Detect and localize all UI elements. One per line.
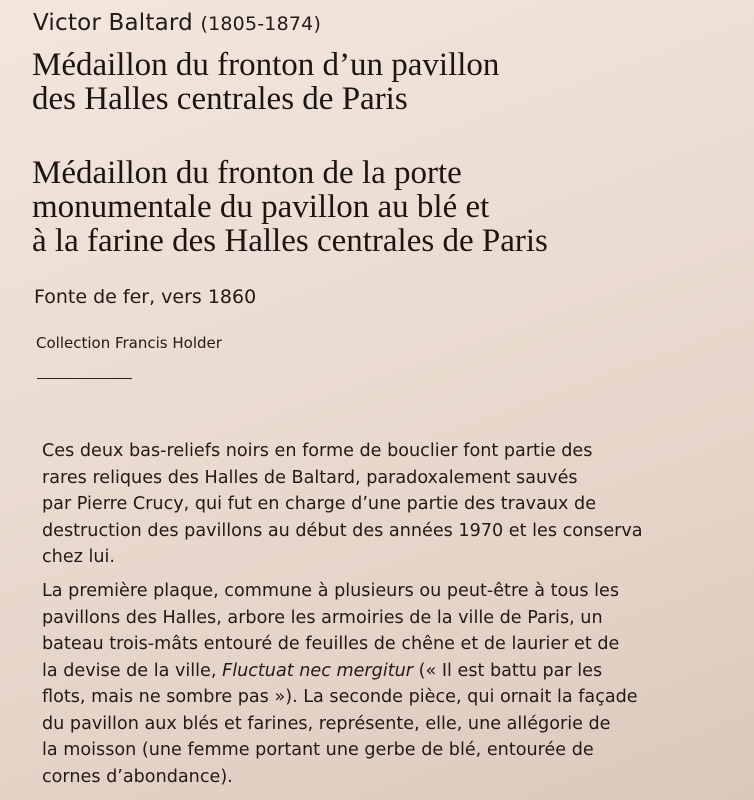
description-paragraph-1 [42,438,722,571]
title2-line: monumentale du pavillon au blé et [32,189,490,225]
title1-line: des Halles centrales de Paris [32,81,408,117]
paragraph-line: rares reliques des Halles de Baltard, paradoxalement sauvés [42,467,578,488]
paragraph-line: La première plaque, commune à plusieurs ou peut-être à tous les [42,581,620,601]
paragraph-line: Ces deux bas-reliefs noirs en forme de bouclier font partie des [42,441,593,461]
city-motto: Fluctuat nec mergitur [222,660,414,681]
paragraph-line: bateau trois-mâts entouré de feuilles de chêne et de laurier et de [42,634,620,654]
artist-dates: (1805-1874) [200,13,322,35]
paragraph-line: par Pierre Crucy, qui fut en charge d’une partie des travaux de [42,494,597,514]
artwork-title-2 [32,156,548,258]
title1-line: Médaillon du fronton d’un pavillon [32,47,500,83]
motto-prefix: la devise de la ville, [42,660,223,681]
title2-line: Médaillon du fronton de la porte [32,155,462,191]
artwork-title-1 [32,48,499,116]
paragraph-line: pavillons des Halles, arbore les armoiries de la ville de Paris, un [42,607,603,628]
title2-line: à la farine des Halles centrales de Paris [32,223,548,259]
motto-suffix: (« Il est battu par les [413,660,603,681]
divider-rule [37,378,132,379]
paragraph-line [42,658,722,685]
collection-caption: Collection Francis Holder [36,334,222,352]
paragraph-line: la moisson (une femme portant une gerbe de blé, entourée de [42,740,594,760]
paragraph-line: destruction des pavillons au début des années 1970 et les conserva [42,520,643,541]
artist-name: Victor Baltard [33,10,193,36]
paragraph-line: chez lui. [42,547,115,567]
paragraph-line: flots, mais ne sombre pas »). La seconde pièce, qui ornait la façade [42,687,638,707]
description-paragraph-2 [42,578,722,790]
artist-heading [33,10,321,36]
material-caption: Fonte de fer, vers 1860 [34,286,257,308]
paragraph-line: du pavillon aux blés et farines, représente, elle, une allégorie de [42,713,611,734]
paragraph-line: cornes d’abondance). [42,766,233,787]
